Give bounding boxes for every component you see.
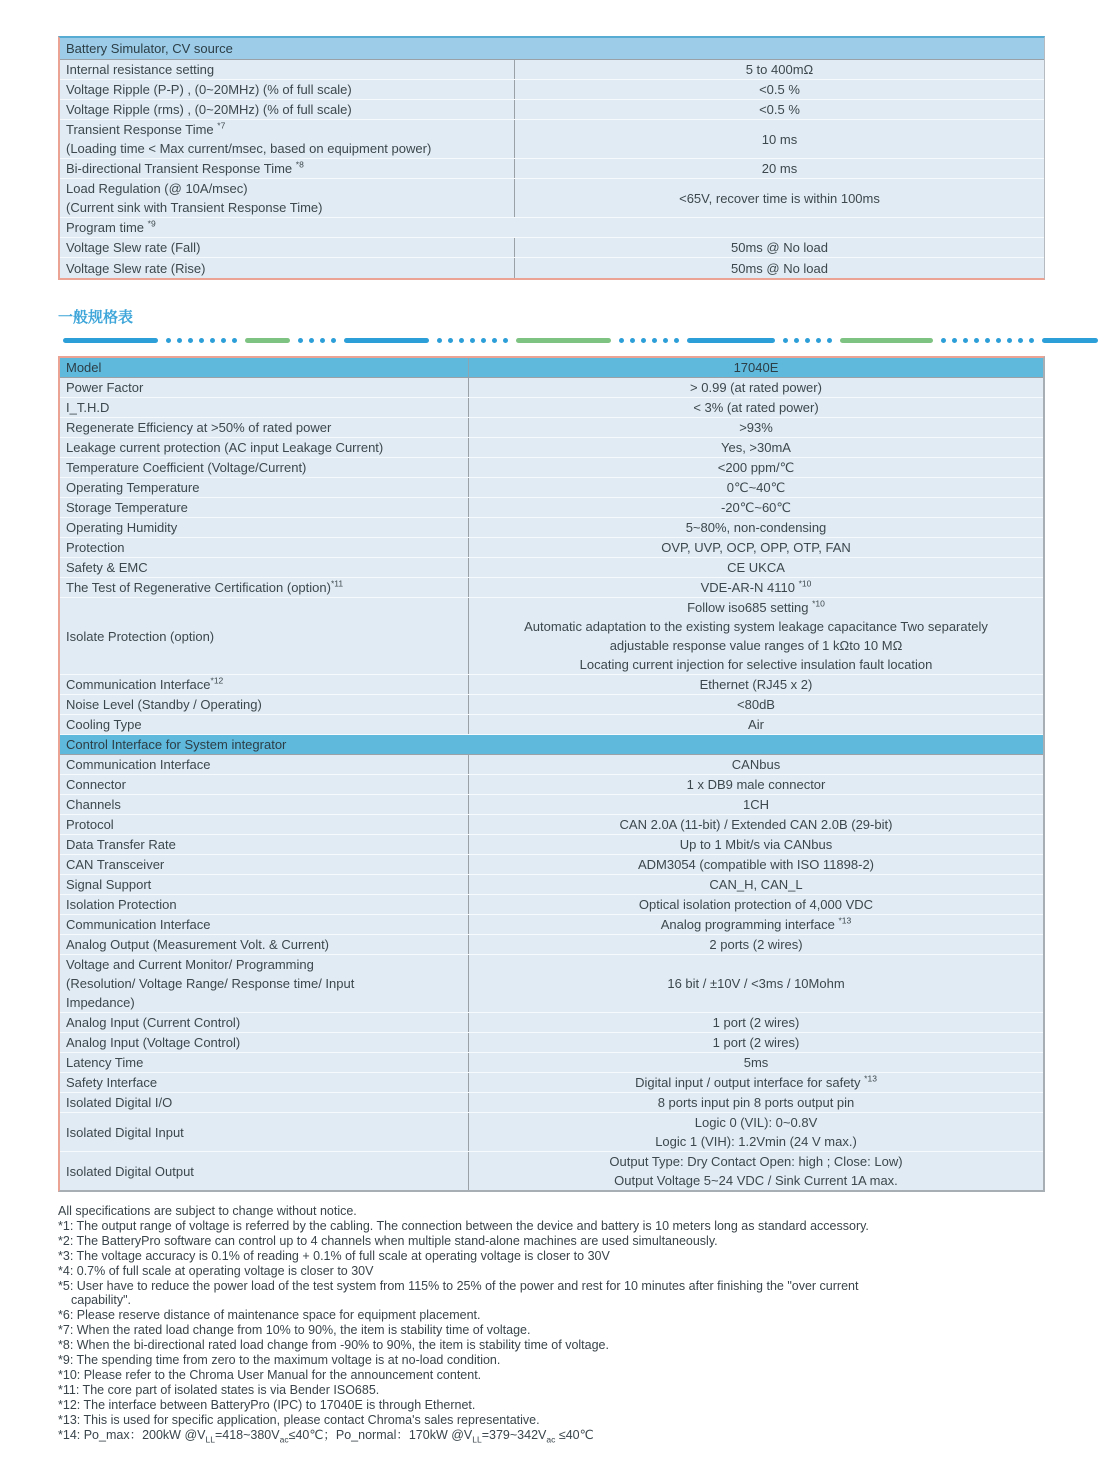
- row-label: [60, 358, 468, 377]
- divider-dot: [188, 338, 193, 343]
- footnote-item: *14: Po_max：200kW $@V_{LL}=418\sim 380V_{ac}\le 40℃$；Po_normal：170kW $@V_{LL}=379\sim 342V_{ac}$ ≤40℃: [58, 1427, 594, 1445]
- divider-dot: [1029, 338, 1034, 343]
- row-value: [468, 875, 1043, 894]
- table-row: [60, 1093, 1043, 1113]
- table-row: [60, 1113, 1043, 1152]
- row-value-line: 5ms: [743, 1055, 769, 1070]
- row-value-line: 0℃~40℃: [726, 480, 786, 495]
- row-label-line: Leakage current protection (AC input Leakage Current): [66, 440, 384, 455]
- row-value-line: Digital input / output interface for safety $^{*13}$: [635, 1073, 877, 1090]
- row-value-line: Output Type: Dry Contact Open: high ; Close: Low): [609, 1154, 903, 1169]
- table-row: [60, 159, 1044, 179]
- row-label: [60, 478, 468, 497]
- row-value-line: 20 ms: [761, 161, 798, 176]
- row-label-line: Bi-directional Transient Response Time $^{*8}$: [66, 159, 304, 176]
- row-value: [468, 935, 1043, 954]
- table-row: [60, 378, 1043, 398]
- row-value-line: 1 x DB9 male connector: [686, 777, 826, 792]
- row-value-line: <200 ppm/℃: [717, 460, 795, 475]
- divider-dot: [794, 338, 799, 343]
- row-label-line: Voltage Ripple (P-P) , (0~20MHz) (% of full scale): [66, 82, 352, 97]
- table-row: [60, 1152, 1043, 1190]
- divider-dot: [827, 338, 832, 343]
- row-value-line: Ethernet (RJ45 x 2): [699, 677, 813, 692]
- row-label: [60, 895, 468, 914]
- row-value: [468, 478, 1043, 497]
- row-value: [468, 1033, 1043, 1052]
- row-value: [468, 418, 1043, 437]
- footnote-list: [58, 1219, 1045, 1443]
- row-label: [60, 159, 514, 178]
- row-value-line: >93%: [739, 420, 773, 435]
- row-label-line: Voltage Ripple (rms) , (0~20MHz) (% of full scale): [66, 102, 352, 117]
- row-value-line: 16 bit / ±10V / <3ms / 10Mohm: [667, 976, 845, 991]
- row-label: [60, 378, 468, 397]
- table-row: [60, 60, 1044, 80]
- divider-dot: [1018, 338, 1023, 343]
- divider-dot: [996, 338, 1001, 343]
- divider-dot: [492, 338, 497, 343]
- row-value-line: 1CH: [742, 797, 769, 812]
- row-value: [514, 60, 1044, 79]
- row-value: [468, 398, 1043, 417]
- row-label: [60, 218, 1044, 237]
- row-value-line: Logic 1 (VIH): 1.2Vmin (24 V max.): [655, 1134, 857, 1149]
- table-row: [60, 458, 1043, 478]
- row-value-line: 1 port (2 wires): [712, 1015, 800, 1030]
- footnote-item: *8: When the bi-directional rated load change from -90% to 90%, the item is stability time of voltage.: [58, 1338, 609, 1353]
- row-label-line: Channels: [66, 797, 121, 812]
- row-label: [60, 875, 468, 894]
- row-value-line: CE UKCA: [727, 560, 785, 575]
- row-value: [468, 1152, 1043, 1190]
- row-value: [514, 80, 1044, 99]
- row-label-line: I_T.H.D: [66, 400, 110, 415]
- divider-dash: [1042, 338, 1098, 343]
- row-label: [60, 855, 468, 874]
- row-value-line: 50ms @ No load: [730, 260, 829, 276]
- row-value: [468, 378, 1043, 397]
- table-row: [60, 1033, 1043, 1053]
- row-label-line: Voltage and Current Monitor/ Programming: [66, 957, 314, 972]
- table-row: [60, 398, 1043, 418]
- footnote-item: *2: The BatteryPro software can control up to 4 channels when multiple stand-alone machines are used simultaneously.: [58, 1233, 718, 1248]
- table-section-header: [60, 735, 1043, 755]
- row-value: [468, 438, 1043, 457]
- row-label-line: Connector: [66, 777, 126, 792]
- row-value-line: Locating current injection for selective insulation fault location: [579, 657, 933, 672]
- row-label-line: Isolated Digital Input: [66, 1124, 184, 1140]
- divider-dot: [309, 338, 314, 343]
- row-value: [468, 915, 1043, 934]
- row-label-line: Analog Input (Current Control): [66, 1015, 241, 1030]
- divider-dot: [331, 338, 336, 343]
- table-row: [60, 418, 1043, 438]
- row-label: [60, 675, 468, 694]
- divider-dot: [503, 338, 508, 343]
- row-value: [468, 1093, 1043, 1112]
- divider-dot: [221, 338, 226, 343]
- row-value-line: Follow iso685 setting $^{*10}$: [687, 598, 825, 615]
- row-label: [60, 715, 468, 734]
- table-row: [60, 478, 1043, 498]
- divider-dot: [674, 338, 679, 343]
- row-value-line: <0.5 %: [759, 102, 800, 117]
- row-label-line: (Current sink with Transient Response Time): [66, 200, 323, 215]
- row-value: [514, 179, 1044, 217]
- table-row: [60, 855, 1043, 875]
- divider-dot: [805, 338, 810, 343]
- row-value-line: ADM3054 (compatible with ISO 11898-2): [637, 857, 875, 872]
- row-label-line: Isolated Digital Output: [66, 1163, 194, 1179]
- table-row: [60, 935, 1043, 955]
- row-label-line: Power Factor: [66, 380, 144, 395]
- row-value-line: Air: [748, 717, 764, 732]
- row-label-line: (Loading time < Max current/msec, based on equipment power): [66, 141, 432, 156]
- row-value: [468, 815, 1043, 834]
- row-label-line: Storage Temperature: [66, 500, 188, 515]
- row-value-line: CAN 2.0A (11-bit) / Extended CAN 2.0B (29-bit): [619, 817, 893, 832]
- table-row: [60, 775, 1043, 795]
- row-value-line: 1 port (2 wires): [712, 1035, 800, 1050]
- row-label-line: Operating Humidity: [66, 520, 178, 535]
- row-label-line: Communication Interface$^{*12}$: [66, 675, 224, 692]
- row-label-line: Internal resistance setting: [66, 62, 215, 77]
- footnote-item: *13: This is used for specific application, please contact Chroma's sales representative.: [58, 1412, 540, 1427]
- table-row: [60, 835, 1043, 855]
- row-value-line: 17040E: [733, 360, 779, 375]
- divider-dot: [941, 338, 946, 343]
- table-row: [60, 795, 1043, 815]
- row-value-line: Automatic adaptation to the existing system leakage capacitance Two separately: [524, 619, 988, 634]
- row-label: [60, 558, 468, 577]
- general-spec-table: [58, 356, 1045, 1192]
- divider-dash: [245, 338, 290, 343]
- row-label: [60, 815, 468, 834]
- row-label: [60, 100, 514, 119]
- row-value-line: Logic 0 (VIL): 0~0.8V: [694, 1115, 818, 1130]
- row-label: [60, 1053, 468, 1072]
- row-value-line: > 0.99 (at rated power): [690, 380, 822, 395]
- row-label-line: Isolation Protection: [66, 897, 177, 912]
- row-label: [60, 1152, 468, 1190]
- row-label-line: Noise Level (Standby / Operating): [66, 697, 262, 712]
- row-value: [468, 775, 1043, 794]
- row-value-line: <80dB: [737, 697, 775, 712]
- table-row: [60, 538, 1043, 558]
- divider-dot: [320, 338, 325, 343]
- row-value: [514, 120, 1044, 158]
- row-value-line: <65V, recover time is within 100ms: [679, 190, 880, 206]
- table-row: [60, 100, 1044, 120]
- row-label-line: Protocol: [66, 817, 114, 832]
- divider-dash: [687, 338, 775, 343]
- row-label-line: Isolated Digital I/O: [66, 1095, 173, 1110]
- table-row: [60, 1053, 1043, 1073]
- row-value: [468, 835, 1043, 854]
- table-row: [60, 1013, 1043, 1033]
- row-label: [60, 458, 468, 477]
- row-value: [468, 458, 1043, 477]
- divider-dot: [199, 338, 204, 343]
- table-row: [60, 518, 1043, 538]
- dotted-divider: [58, 337, 1045, 343]
- general-table-body: [60, 358, 1043, 1190]
- divider-dot: [210, 338, 215, 343]
- row-label: [60, 935, 468, 954]
- row-label-line: Signal Support: [66, 877, 152, 892]
- row-label: [60, 238, 514, 257]
- row-value: [468, 755, 1043, 774]
- row-label: [60, 1073, 468, 1092]
- row-label-line: Temperature Coefficient (Voltage/Current): [66, 460, 307, 475]
- row-label: [60, 438, 468, 457]
- divider-dot: [459, 338, 464, 343]
- row-label: [60, 80, 514, 99]
- row-value: [514, 100, 1044, 119]
- row-value-line: 10 ms: [761, 131, 798, 147]
- divider-dash: [516, 338, 611, 343]
- footnotes: [58, 1204, 1045, 1443]
- row-value-line: Up to 1 Mbit/s via CANbus: [679, 837, 833, 852]
- divider-dash: [63, 338, 158, 343]
- row-label: [60, 1033, 468, 1052]
- divider-dot: [974, 338, 979, 343]
- section-title: 一般规格表: [58, 309, 134, 326]
- row-label-line: Analog Output (Measurement Volt. & Current): [66, 937, 330, 952]
- row-value: [468, 955, 1043, 1012]
- row-label: [60, 120, 514, 158]
- row-label: [60, 179, 514, 217]
- row-label-line: (Resolution/ Voltage Range/ Response time/ Input: [66, 976, 355, 991]
- row-value-line: 8 ports input pin 8 ports output pin: [657, 1095, 855, 1110]
- divider-dot: [783, 338, 788, 343]
- table-row: [60, 915, 1043, 935]
- table-header-row: [60, 358, 1043, 378]
- divider-dot: [1007, 338, 1012, 343]
- row-value: [468, 1013, 1043, 1032]
- section-header-label: Control Interface for System integrator: [66, 737, 287, 752]
- row-value: [468, 1073, 1043, 1092]
- row-label-line: The Test of Regenerative Certification (option)$^{*11}$: [66, 578, 344, 595]
- row-label: [60, 755, 468, 774]
- table-row: [60, 955, 1043, 1013]
- row-label: [60, 598, 468, 674]
- row-value-line: OVP, UVP, OCP, OPP, OTP, FAN: [661, 540, 851, 555]
- row-label-line: Load Regulation (@ 10A/msec): [66, 181, 248, 196]
- footnote-item: *3: The voltage accuracy is 0.1% of reading + 0.1% of full scale at operating voltage is closer to 30V: [58, 1248, 610, 1263]
- row-label: [60, 538, 468, 557]
- row-label-line: Protection: [66, 540, 125, 555]
- footnote-item: *5: User have to reduce the power load of the test system from 115% to 25% of the power and rest for 10 minutes after finishing the "over current: [58, 1278, 859, 1293]
- row-label-line: CAN Transceiver: [66, 857, 165, 872]
- row-label-line: Cooling Type: [66, 717, 142, 732]
- footnote-intro: All specifications are subject to change without notice.: [58, 1204, 357, 1218]
- divider-dash: [840, 338, 933, 343]
- footnote-item: *9: The spending time from zero to the maximum voltage is at no-load condition.: [58, 1353, 501, 1368]
- row-value-line: VDE-AR-N 4110 $^{*10}$: [700, 578, 812, 595]
- row-label-line: Analog Input (Voltage Control): [66, 1035, 241, 1050]
- divider-dot: [437, 338, 442, 343]
- divider-dot: [652, 338, 657, 343]
- row-value-line: CAN_H, CAN_L: [709, 877, 803, 892]
- row-label: [60, 695, 468, 714]
- row-label: [60, 835, 468, 854]
- divider-dot: [470, 338, 475, 343]
- row-value-line: 2 ports (2 wires): [709, 937, 803, 952]
- row-label-line: Operating Temperature: [66, 480, 200, 495]
- row-value: [514, 258, 1044, 278]
- table-row: [60, 558, 1043, 578]
- row-value: [468, 598, 1043, 674]
- row-value: [514, 159, 1044, 178]
- row-value-line: adjustable response value ranges of 1 kΩto 10 MΩ: [609, 638, 903, 653]
- row-label: [60, 258, 514, 278]
- row-value: [468, 1113, 1043, 1151]
- row-label: [60, 418, 468, 437]
- row-value-line: Optical isolation protection of 4,000 VDC: [638, 897, 874, 912]
- row-label: [60, 955, 468, 1012]
- footnote-item: *7: When the rated load change from 10% to 90%, the item is stability time of voltage.: [58, 1323, 531, 1338]
- row-value: [514, 238, 1044, 257]
- row-label: [60, 1113, 468, 1151]
- row-label-line: Voltage Slew rate (Rise): [66, 260, 206, 276]
- table-row: [60, 715, 1043, 735]
- table-row: [60, 895, 1043, 915]
- row-label-line: Data Transfer Rate: [66, 837, 176, 852]
- row-value-line: 50ms @ No load: [730, 240, 829, 255]
- row-label-line: Voltage Slew rate (Fall): [66, 240, 201, 255]
- row-value: [468, 558, 1043, 577]
- table-row: [60, 815, 1043, 835]
- row-value: [468, 578, 1043, 597]
- divider-dot: [166, 338, 171, 343]
- footnote-item: *11: The core part of isolated states is via Bender ISO685.: [58, 1382, 380, 1397]
- row-value-line: Yes, >30mA: [721, 440, 791, 455]
- divider-dot: [619, 338, 624, 343]
- row-value: [468, 358, 1043, 377]
- row-value: [468, 695, 1043, 714]
- table-row: [60, 218, 1044, 238]
- row-value-line: -20℃~60℃: [720, 500, 792, 515]
- table-row: [60, 1073, 1043, 1093]
- row-label-line: Safety & EMC: [66, 560, 148, 575]
- row-value-line: CANbus: [731, 757, 781, 772]
- divider-dot: [481, 338, 486, 343]
- divider-dot: [232, 338, 237, 343]
- row-value: [468, 795, 1043, 814]
- row-label: [60, 1013, 468, 1032]
- battery-simulator-table: [58, 36, 1045, 280]
- table-row: [60, 179, 1044, 218]
- table-row: [60, 80, 1044, 100]
- table-row: [60, 755, 1043, 775]
- row-label: [60, 795, 468, 814]
- row-label-line: Isolate Protection (option): [66, 628, 215, 644]
- table-row: [60, 498, 1043, 518]
- divider-dot: [630, 338, 635, 343]
- table-row: [60, 695, 1043, 715]
- footnote-item: capability".: [71, 1293, 132, 1308]
- row-label: [60, 775, 468, 794]
- table-row: [60, 258, 1044, 278]
- row-label-line: Program time $^{*9}$: [66, 218, 156, 235]
- divider-dot: [177, 338, 182, 343]
- footnote-item: *1: The output range of voltage is referred by the cabling. The connection between the device and battery is 10 meters long as standard accessory.: [58, 1218, 869, 1233]
- row-value-line: Analog programming interface $^{*13}$: [660, 915, 852, 932]
- row-label-line: Model: [66, 360, 102, 375]
- row-label-line: Communication Interface: [66, 757, 211, 772]
- row-label-line: Transient Response Time $^{*7}$: [66, 120, 226, 137]
- row-value: [468, 715, 1043, 734]
- row-value-line: <0.5 %: [759, 82, 800, 97]
- row-label: [60, 578, 468, 597]
- divider-dot: [952, 338, 957, 343]
- divider-dot: [963, 338, 968, 343]
- divider-dot: [816, 338, 821, 343]
- row-value: [468, 498, 1043, 517]
- row-label: [60, 398, 468, 417]
- table-row: [60, 120, 1044, 159]
- row-value-line: < 3% (at rated power): [693, 400, 819, 415]
- footnote-item: *6: Please reserve distance of maintenance space for equipment placement.: [58, 1308, 481, 1323]
- row-value: [468, 1053, 1043, 1072]
- table-row: [60, 598, 1043, 675]
- row-value: [468, 855, 1043, 874]
- footnote-item: *10: Please refer to the Chroma User Manual for the announcement content.: [58, 1367, 482, 1382]
- row-label-line: Latency Time: [66, 1055, 144, 1070]
- row-label: [60, 498, 468, 517]
- divider-dot: [641, 338, 646, 343]
- table-row: [60, 875, 1043, 895]
- table-row: [60, 675, 1043, 695]
- table-row: [60, 238, 1044, 258]
- row-value: [468, 675, 1043, 694]
- battery-table-body: [60, 60, 1044, 278]
- row-label: [60, 915, 468, 934]
- row-value: [468, 538, 1043, 557]
- row-label: [60, 1093, 468, 1112]
- row-value-line: Output Voltage 5~24 VDC / Sink Current 1A max.: [614, 1173, 898, 1188]
- row-value: [468, 518, 1043, 537]
- divider-dash: [344, 338, 429, 343]
- row-label: [60, 60, 514, 79]
- divider-dot: [298, 338, 303, 343]
- divider-dot: [985, 338, 990, 343]
- row-label-line: Safety Interface: [66, 1075, 158, 1090]
- row-label-line: Communication Interface: [66, 917, 211, 932]
- footnote-item: *12: The interface between BatteryPro (IPC) to 17040E is through Ethernet.: [58, 1397, 476, 1412]
- row-value: [468, 895, 1043, 914]
- row-label: [60, 518, 468, 537]
- row-label-line: Regenerate Efficiency at >50% of rated power: [66, 420, 332, 435]
- row-value-line: 5 to 400mΩ: [745, 62, 814, 77]
- table-row: [60, 578, 1043, 598]
- divider-dot: [448, 338, 453, 343]
- row-label-line: Impedance): [66, 995, 135, 1010]
- row-value-line: 5~80%, non-condensing: [685, 520, 827, 535]
- footnote-item: *4: 0.7% of full scale at operating voltage is closer to 30V: [58, 1263, 374, 1278]
- table-row: [60, 438, 1043, 458]
- battery-table-header: Battery Simulator, CV source: [60, 38, 1044, 60]
- divider-dot: [663, 338, 668, 343]
